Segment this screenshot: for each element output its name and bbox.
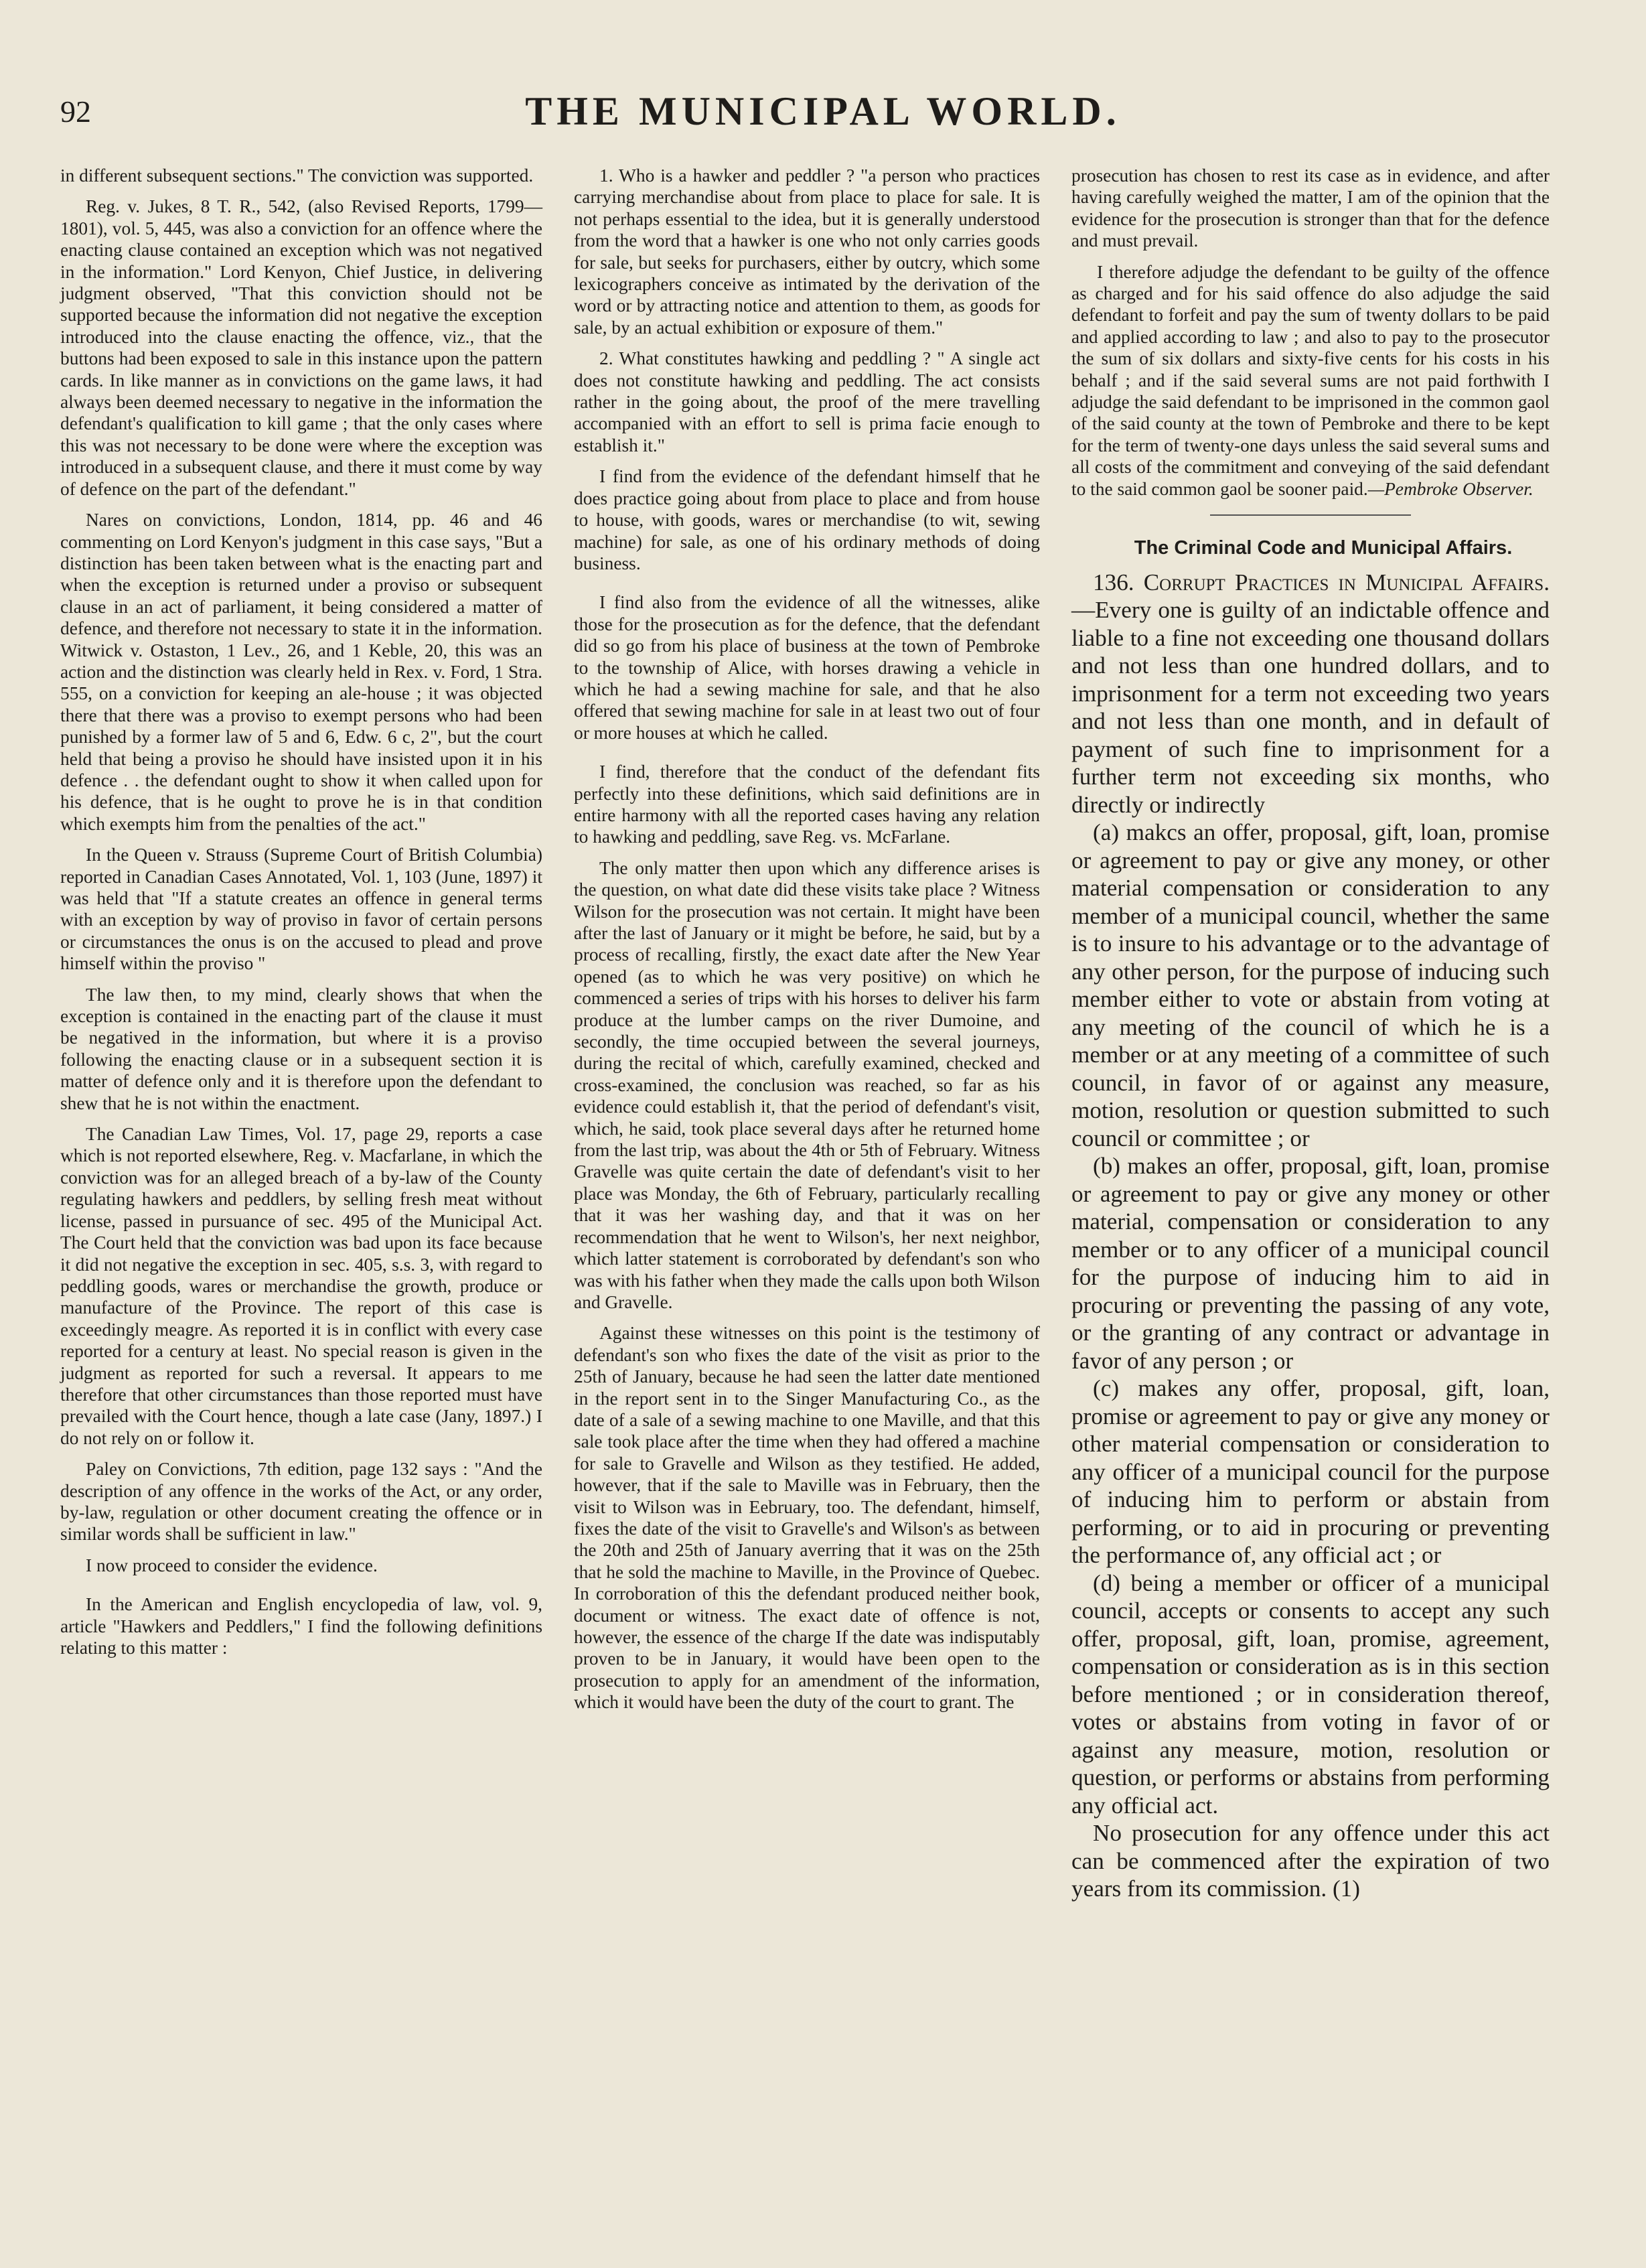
limitation-paragraph: No prosecution for any offence under this act can be commenced after the expiration of two years from its commission. (1) — [1071, 1820, 1550, 1902]
paragraph: in different subsequent sections." The conviction was supported. — [60, 165, 534, 186]
column-3 — [1071, 165, 1550, 1903]
masthead: THE MUNICIPAL WORLD. — [525, 89, 1121, 133]
paragraph: Against these witnesses on this point is the testimony of defendant's son who fixes the date of the visit as prior to the 25th of January, because he had seen the latter date mentioned in the report sent in to the Singer Manufacturing Co., as the date of a sale of a sewing machine to one Maville, and that this sale took place after the time when they had offered a machine for sale to Gravelle and Wilson as they testified. He added, however, that if the sale to Maville was in February, then the visit to Wilson was in Eebruary, too. The defendant, himself, fixes the date of the visit to Gravelle's and Wilson's as between the 20th and 25th of January averring that it was on the 25th that he sold the machine to Maville, in the Province of Quebec. In corroboration of this the defendant produced neither book, document or witness. The exact date of offence is not, however, the essence of the charge If the date was indisputably proven to be in January, it would have been open to the prosecution to apply for an amendment of the information, which it would have been the duty of the court to grant. The — [574, 1323, 1040, 1713]
paragraph — [1071, 569, 1550, 819]
section-heading: 136. Corrupt Practices in Municipal Affairs. — [1093, 569, 1550, 595]
source-credit: —Pembroke Observer. — [1367, 478, 1533, 499]
clause-a: (a) makcs an offer, proposal, gift, loan, promise or agreement to pay or give any money, or other material compensation or consideration to any member of a municipal council, whether the same is to insure to his advantage or to the advantage of any other person, for the purpose of inducing such member either to vote or abstain from voting at any meeting of the council of which he is a member or at any meeting of a committee of such council, in favor of or against any measure, motion, resolution or question submitted to such council or committee ; or — [1071, 819, 1550, 1151]
column-2 — [574, 165, 1040, 1723]
paragraph: Nares on convictions, London, 1814, pp. 46 and 46 commenting on Lord Kenyon's judgment in this case says, "But a distinction has been taken between what is the enacting part and when the exception is returned under a proviso or subsequent clause in an act of parliament, it being considered a matter of defence, and therefore not necessary to state it in the information. Witwick v. Ostaston, 1 Lev., 26, and 1 Keble, 20, this was an action and the distinction was clearly held in Rex. v. Ford, 1 Stra. 555, on a conviction for keeping an ale-house ; it was objected there that there was a proviso to exempt persons who had been punished by a former law of 5 and 6, Edw. 6 c, 2", but the court held that being a proviso he should have insisted upon it in his defence . . the defendant ought to show it when called upon for his defence, that is he ought to prove he is in that condition which exempts him from the penalties of the act." — [60, 510, 542, 834]
paragraph: Reg. v. Jukes, 8 T. R., 542, (also Revised Reports, 1799—1801), vol. 5, 445, was also a conviction for an offence where the enacting clause contained an exception which was not negatived in the information." Lord Kenyon, Chief Justice, in delivering judgment observed, "That this conviction should not be supported because the information did not negative the exception introduced into the clause enacting the offence, viz., that the buttons had been exposed to sale in this instance upon the pattern cards. In like manner as in convictions on the game laws, it had always been deemed necessary to negative in the information the defendant's qualification to kill game ; that the only cases where this was not necessary to be done were where the exception was introduced in a subsequent clause, and there it must come by way of defence on the part of the defendant." — [60, 196, 542, 499]
paragraph — [1071, 261, 1550, 500]
paragraph: I find from the evidence of the defendant himself that he does practice going about from place to place and from house to house, with goods, wares or merchandise (to wit, sewing machine) for sale, as one of his ordinary methods of doing business. — [574, 466, 1040, 573]
judgment-text: I therefore adjudge the defendant to be guilty of the offence as charged and for his said offence do also adjudge the said defendant to forfeit and pay the sum of twenty dollars to be paid and applied according to law ; and also to pay to the prosecutor the sum of six dollars and sixty-five cents for his costs in his behalf ; and if the said several sums are not paid forthwith I adjudge the said defendant to be imprisoned in the common gaol of the said county at the town of Pembroke and there to be kept for the term of twenty-one days unless the said several sums and all costs of the commitment and conveying of the said defendant to the said common gaol be sooner paid. — [1071, 261, 1550, 499]
paragraph: I now proceed to consider the evidence. — [86, 1555, 378, 1575]
column-1 — [60, 165, 542, 1668]
page-number: 92 — [60, 94, 91, 129]
paragraph: 2. What constitutes hawking and peddling ? " A single act does not constitute hawking and peddling. The act consists rather in the going about, the proof of the mere travelling accompanied with an effort to sell is prima facie enough to establish it." — [574, 348, 1040, 455]
paragraph: I find, therefore that the conduct of the defendant fits perfectly into these definitions, which said definitions are in entire harmony with all the reported cases having any relation to hawking and peddling, save Reg. vs. McFarlane. — [574, 762, 1040, 847]
section-title: The Criminal Code and Municipal Affairs. — [1134, 537, 1513, 559]
clause-d: (d) being a member or officer of a municipal council, accepts or consents to accept any such offer, proposal, gift, loan, promise, agreement, compensation or consideration as is in this section before mentioned ; or in consideration thereof, votes or abstains from voting in favor of or against any measure, motion, resolution or question, or performs or abstains from performing any official act. — [1071, 1569, 1550, 1819]
section-body: —Every one is guilty of an indictable offence and liable to a fine not exceeding one thousand dollars and not less than one hundred dollars, and to imprisonment for a term not exceeding two years and not less than one month, and in default of payment of such fine to imprisonment for a further term not exceeding six months, who directly or indirectly — [1071, 597, 1550, 818]
paragraph: I find also from the evidence of all the witnesses, alike those for the prosecution as for the defence, that the defendant did so go from his place of business at the town of Pembroke to the township of Alice, with horses drawing a vehicle in which he had a sewing machine for sale, and that he also offered that sewing machine for sale in at least two out of four or more houses at which he called. — [574, 592, 1040, 743]
paragraph: The only matter then upon which any difference arises is the question, on what date did these visits take place ? Witness Wilson for the prosecution was not certain. It might have been after the last of January or it might be before, he said, but by a process of recalling, firstly, the exact date after the New Year opened (as to which he was very positive) on which he commenced a series of trips with his horses to deliver his farm produce at the lumber camps on the river Dumoine, and secondly, the time occupied between the several journeys, during the recital of which, carefully examined, checked and cross-examined, the conclusion was reached, so far as his evidence could establish it, that the period of defendant's visit, which, he said, took place several days after he returned home from the last trip, was about the 4th or 5th of February. Witness Gravelle was quite certain the date of defendant's visit to her place was Monday, the 6th of February, particularly recalling that it was her washing day, and that it was on her recommendation that he went to Wilson's, her next neighbor, which latter statement is corroborated by defendant's son who was with his father when they made the calls upon both Wilson and Gravelle. — [574, 857, 1040, 1312]
clause-c: (c) makes any offer, proposal, gift, loan, promise or agreement to pay or give any money or other material compensation or consideration to any officer of a municipal council for the purpose of inducing him to perform or abstain from performing, or to aid in procuring or preventing the performance of, any official act ; or — [1071, 1375, 1550, 1568]
paragraph: The Canadian Law Times, Vol. 17, page 29, reports a case which is not reported elsewhere, Reg. v. Macfarlane, in which the conviction was for an alleged breach of a by-law of the County regulating hawkers and peddlers, by selling fresh meat without license, passed in pursuance of sec. 495 of the Municipal Act. The Court held that the conviction was bad upon its face because it did not negative the exception in sec. 405, s.s. 3, with regard to peddling goods, wares or merchandise the growth, produce or manufacture of the Province. The report of this case is exceedingly meagre. As reported it is in conflict with every case reported for a century at least. No special reason is given in the judgment as reported for such a reversal. It appears to me therefore that other circumstances than those reported must have prevailed with the Court hence, though a late case (Jany, 1897.) I do not rely on or follow it. — [60, 1124, 542, 1448]
paragraph: prosecution has chosen to rest its case as in evidence, and after having carefully weighed the matter, I am of the opinion that the evidence for the prosecution is stronger than that for the defence and must prevail. — [1071, 165, 1550, 251]
paragraph: 1. Who is a hawker and peddler ? "a person who practices carrying merchandise about from place to place for sale. It is not perhaps essential to the idea, but it is generally understood from the word that a hawker is one who not only carries goods for sale, but seeks for purchasers, either by outcry, which some lexicographers conceive as intimated by the derivation of the word or by attracting notice and attention to them, as goods for sale, by an actual exhibition or exposure of them." — [574, 165, 1040, 338]
paragraph: The law then, to my mind, clearly shows that when the exception is contained in the enacting part of the clause it must be negatived in the information, but where it is a proviso following the enacting clause or in a subsequent section it is matter of defence only and it is therefore upon the defendant to shew that he is not within the enactment. — [60, 984, 542, 1113]
criminal-code-text — [1071, 569, 1550, 1903]
paragraph: In the Queen v. Strauss (Supreme Court of British Columbia) reported in Canadian Cases Annotated, Vol. 1, 103 (June, 1897) it was held that "If a statute creates an offence in general terms with an exception by way of proviso in favor of certain persons or circumstances the onus is on the accused to plead and prove himself within the proviso " — [60, 845, 542, 974]
paragraph: Paley on Convictions, 7th edition, page 132 says : "And the description of any offence in the works of the Act, or any order, by-law, regulation or other document creating the offence or in similar words shall be sufficient in law." — [60, 1459, 542, 1545]
clause-b: (b) makes an offer, proposal, gift, loan, promise or agreement to pay or give any money or other material, compensation or consideration to any member or to any officer of a municipal council for the purpose of inducing him to aid in procuring or preventing the passing of any vote, or the granting of any contract or advantage in favor of any person ; or — [1071, 1153, 1550, 1374]
section-divider — [1210, 514, 1411, 516]
paragraph: In the American and English encyclopedia of law, vol. 9, article "Hawkers and Peddlers," I find the following definitions relating to this matter : — [60, 1594, 542, 1658]
